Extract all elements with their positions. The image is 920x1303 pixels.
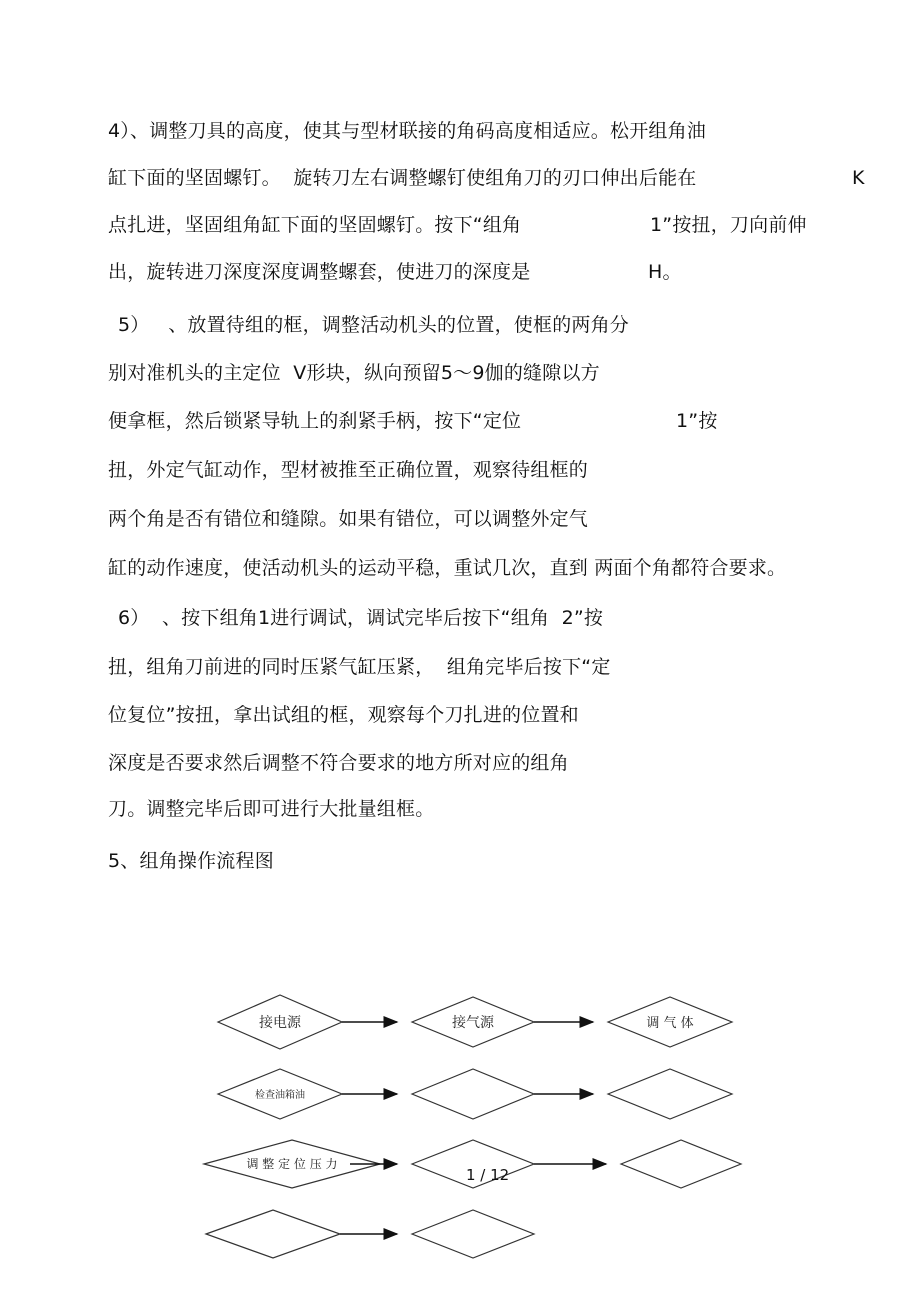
flow-node-diamond: [608, 1069, 732, 1119]
flow-node-diamond: [412, 1069, 534, 1119]
k-label: K: [852, 167, 865, 189]
flow-node-label: 调 气 体: [646, 1016, 694, 1031]
flow-node-label: 接气源: [452, 1015, 494, 1031]
paragraph-line: 缸的动作速度，使活动机头的运动平稳，重试几次，直到 两面个角都符合要求。: [108, 557, 787, 579]
paragraph-line: 两个角是否有错位和缝隙。如果有错位，可以调整外定气: [108, 508, 589, 530]
flow-node-diamond: [621, 1140, 741, 1188]
paragraph-line: 刀。调整完毕后即可进行大批量组框。: [108, 798, 435, 820]
paragraph-line: 出，旋转进刀深度深度调整螺套，使进刀的深度是: [108, 261, 531, 283]
paragraph-line: 6） 、按下组角1进行调试，调试完毕后按下“组角 2”按: [118, 607, 604, 629]
h-label: H。: [648, 261, 682, 283]
paragraph-line: 缸下面的坚固螺钉。 旋转刀左右调整螺钉使组角刀的刃口伸出后能在: [108, 167, 697, 189]
paragraph-line: 扭，组角刀前进的同时压紧气缸压紧， 组角完毕后按下“定: [108, 656, 611, 678]
flowchart-heading: 5、组角操作流程图: [108, 850, 274, 872]
paragraph-line: 5） 、放置待组的框，调整活动机头的位置，使框的两角分: [118, 314, 630, 336]
flow-node-label: 调 整 定 位 压 力: [246, 1157, 338, 1171]
paragraph-line: 别对准机头的主定位 V形块，纵向预留5～9伽的缝隙以方: [108, 362, 600, 384]
page-number: 1 / 12: [466, 1166, 510, 1184]
paragraph-line: 扭，外定气缸动作，型材被推至正确位置，观察待组框的: [108, 459, 589, 481]
flowchart: [200, 990, 760, 1265]
paragraph-line: 点扎进，坚固组角缸下面的坚固螺钉。按下“组角: [108, 214, 522, 236]
paragraph-line: 深度是否要求然后调整不符合要求的地方所对应的组角: [108, 752, 569, 774]
flow-node-diamond: [206, 1210, 340, 1258]
flow-node-diamond: [412, 1210, 534, 1258]
flow-node-label: 接电源: [259, 1015, 301, 1031]
button-number-text: 1”按: [676, 410, 718, 432]
button-number-text: 1”按扭，刀向前伸: [650, 214, 807, 236]
flow-node-label: 检查油箱油: [255, 1090, 305, 1101]
paragraph-line: 位复位”按扭，拿出试组的框，观察每个刀扎进的位置和: [108, 704, 579, 726]
paragraph-line: 4）、调整刀具的高度，使其与型材联接的角码高度相适应。松开组角油: [108, 120, 706, 142]
paragraph-line: 便拿框，然后锁紧导轨上的刹紧手柄，按下“定位: [108, 410, 522, 432]
